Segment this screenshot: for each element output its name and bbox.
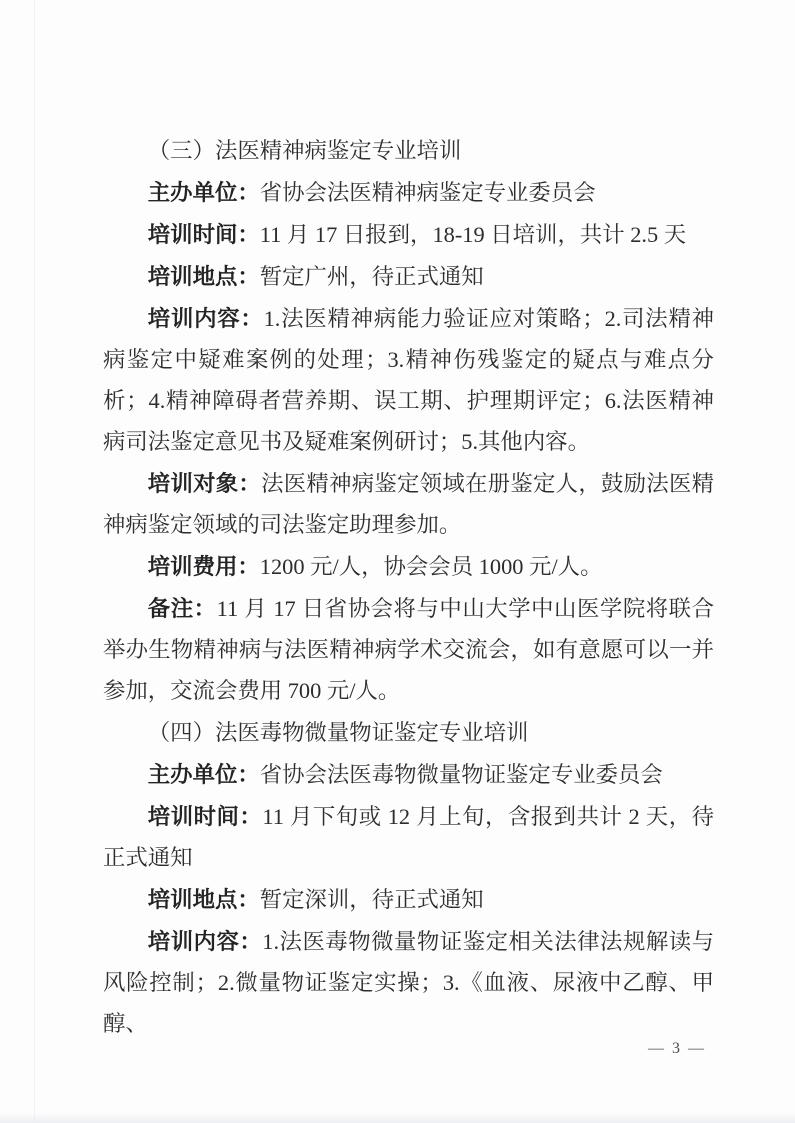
field-label: 备注： — [147, 596, 217, 621]
field-value: 省协会法医精神病鉴定专业委员会 — [259, 180, 596, 205]
scan-artifact-bottom-edge — [0, 1113, 795, 1123]
scan-artifact-line — [34, 0, 35, 1123]
field-label: 主办单位： — [147, 180, 260, 205]
field-label: 培训时间： — [147, 804, 263, 829]
field-content-4 — [103, 921, 714, 1044]
field-value: 暂定深训，待正式通知 — [259, 887, 484, 912]
field-label: 培训地点： — [147, 887, 260, 912]
field-audience-3 — [103, 463, 714, 545]
field-organizer-3 — [103, 172, 714, 213]
field-value: 11 月下旬或 12 月上旬，含报到共计 2 天，待正式通知 — [103, 804, 714, 870]
field-value: 省协会法医毒物微量物证鉴定专业委员会 — [259, 762, 663, 787]
document-body — [103, 130, 714, 1045]
field-location-4 — [103, 879, 714, 920]
section-heading-4 — [103, 712, 714, 753]
field-label: 培训内容： — [147, 929, 263, 954]
field-value: 暂定广州，待正式通知 — [259, 264, 484, 289]
field-time-4 — [103, 796, 714, 878]
field-value: 11 月 17 日报到，18-19 日培训，共计 2.5 天 — [259, 222, 687, 247]
field-label: 培训对象： — [147, 471, 262, 496]
field-organizer-4 — [103, 754, 714, 795]
field-remark-3 — [103, 588, 714, 711]
field-value: 1.法医精神病能力验证应对策略；2.司法精神病鉴定中疑难案例的处理；3.精神伤残鉴定的疑点与难点分析；4.精神障碍者营养期、误工期、护理期评定；6.法医精神病司法鉴定意见书及疑难案例研讨；5.其他内容。 — [103, 306, 715, 454]
field-location-3 — [103, 256, 714, 297]
section-heading-3 — [103, 130, 714, 171]
section-heading-text: （四）法医毒物微量物证鉴定专业培训 — [147, 720, 529, 745]
field-value: 法医精神病鉴定领域在册鉴定人，鼓励法医精神病鉴定领域的司法鉴定助理参加。 — [103, 471, 715, 537]
field-label: 培训内容： — [147, 306, 264, 331]
section-heading-text: （三）法医精神病鉴定专业培训 — [147, 138, 462, 163]
field-value: 1.法医毒物微量物证鉴定相关法律法规解读与风险控制；2.微量物证鉴定实操；3.《血液、尿液中乙醇、甲醇、 — [103, 929, 715, 1036]
field-time-3 — [103, 214, 714, 255]
field-label: 主办单位： — [147, 762, 260, 787]
field-label: 培训费用： — [147, 554, 260, 579]
field-value: 11 月 17 日省协会将与中山大学中山医学院将联合举办生物精神病与法医精神病学术交流会，如有意愿可以一并参加，交流会费用 700 元/人。 — [103, 596, 714, 703]
field-value: 1200 元/人，协会会员 1000 元/人。 — [259, 554, 603, 579]
field-content-3 — [103, 298, 714, 462]
field-label: 培训时间： — [147, 222, 260, 247]
field-label: 培训地点： — [147, 264, 260, 289]
page-number: — 3 — — [648, 1040, 706, 1057]
field-fee-3 — [103, 546, 714, 587]
